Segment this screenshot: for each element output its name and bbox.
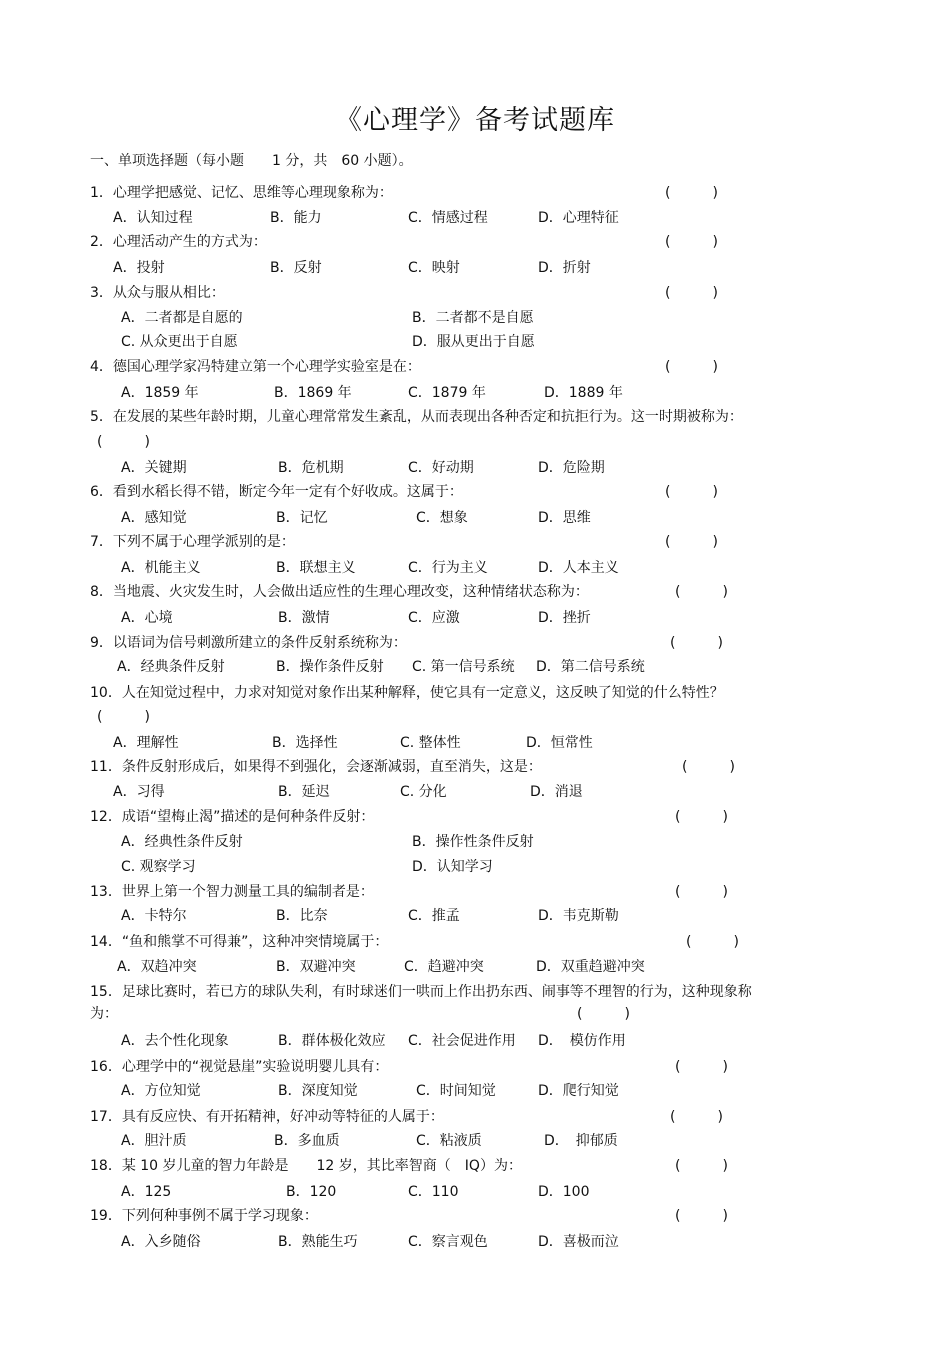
answer-option: B．操作条件反射	[276, 659, 384, 675]
question-stem: 10．人在知觉过程中，力求对知觉对象作出某种解释，使它具有一定意义，这反映了知觉的什么特性？	[90, 685, 724, 701]
answer-option: B．1869 年	[274, 385, 352, 401]
question-stem: 2．心理活动产生的方式为：	[90, 234, 267, 250]
question-stem: 12．成语“望梅止渴”描述的是何种条件反射：	[90, 809, 375, 825]
question-stem: 16．心理学中的“视觉悬崖”实验说明婴儿具有：	[90, 1059, 389, 1075]
answer-option: B．多血质	[274, 1133, 340, 1149]
answer-option: B．双避冲突	[276, 959, 356, 975]
answer-blank: ( )	[97, 434, 150, 450]
answer-option: D． 抑郁质	[544, 1133, 618, 1149]
question-stem: 14．“鱼和熊掌不可得兼”，这种冲突情境属于：	[90, 934, 389, 950]
answer-option: A．习得	[113, 784, 165, 800]
section-heading: 一、单项选择题（每小题 1 分，共 60 小题）。	[90, 153, 413, 169]
question-stem: 5．在发展的某些年龄时期，儿童心理常常发生紊乱，从而表现出各种否定和抗拒行为。这一时期被称为：	[90, 409, 743, 425]
answer-option: C．1879 年	[408, 385, 486, 401]
answer-option: D．爬行知觉	[538, 1083, 619, 1099]
answer-blank: ( )	[665, 185, 718, 201]
answer-option: D．人本主义	[538, 560, 619, 576]
answer-option: A．经典条件反射	[117, 659, 225, 675]
answer-blank: ( )	[675, 809, 728, 825]
answer-option: B．比奈	[276, 908, 328, 924]
answer-blank: ( )	[686, 934, 739, 950]
answer-option: C．想象	[416, 510, 468, 526]
answer-option: D．韦克斯勒	[538, 908, 619, 924]
answer-option: D．危险期	[538, 460, 605, 476]
answer-option: A．胆汁质	[121, 1133, 187, 1149]
answer-option: A．125	[121, 1184, 172, 1200]
answer-blank: ( )	[665, 534, 718, 550]
page-title: 《心理学》备考试题库	[335, 105, 615, 136]
answer-blank: ( )	[675, 1158, 728, 1174]
answer-option: D．喜极而泣	[538, 1234, 619, 1250]
answer-option: A．入乡随俗	[121, 1234, 201, 1250]
answer-option: B．熟能生巧	[278, 1234, 358, 1250]
answer-option: B．延迟	[278, 784, 330, 800]
answer-option: C. 分化	[400, 784, 447, 800]
answer-option: A．方位知觉	[121, 1083, 201, 1099]
answer-option: B．危机期	[278, 460, 344, 476]
answer-blank: ( )	[665, 484, 718, 500]
answer-option: C. 从众更出于自愿	[121, 334, 238, 350]
answer-option: C．行为主义	[408, 560, 488, 576]
answer-option: D．认知学习	[412, 859, 493, 875]
answer-blank: ( )	[682, 759, 735, 775]
answer-blank: ( )	[577, 1006, 630, 1022]
answer-option: D．100	[538, 1184, 590, 1200]
answer-option: A．1859 年	[121, 385, 199, 401]
answer-option: D．心理特征	[538, 210, 619, 226]
question-stem: 7．下列不属于心理学派别的是：	[90, 534, 295, 550]
question-stem-continued: 为：	[90, 1006, 118, 1022]
answer-option: D．第二信号系统	[536, 659, 645, 675]
answer-option: C．时间知觉	[416, 1083, 496, 1099]
answer-option: B．二者都不是自愿	[412, 310, 534, 326]
answer-option: D．双重趋避冲突	[536, 959, 645, 975]
answer-blank: ( )	[97, 709, 150, 725]
answer-option: A．投射	[113, 260, 165, 276]
answer-option: D．思维	[538, 510, 591, 526]
answer-option: B．深度知觉	[278, 1083, 358, 1099]
answer-option: D．服从更出于自愿	[412, 334, 535, 350]
answer-option: D．1889 年	[544, 385, 623, 401]
answer-blank: ( )	[670, 635, 723, 651]
answer-option: C．趋避冲突	[404, 959, 484, 975]
answer-blank: ( )	[670, 1109, 723, 1125]
answer-option: B．记忆	[276, 510, 328, 526]
question-stem: 18．某 10 岁儿童的智力年龄是 12 岁，其比率智商（ IQ）为：	[90, 1158, 522, 1174]
question-stem: 19．下列何种事例不属于学习现象：	[90, 1208, 318, 1224]
answer-option: B．反射	[270, 260, 322, 276]
answer-option: D．恒常性	[526, 735, 593, 751]
answer-option: A．心境	[121, 610, 173, 626]
answer-option: C．映射	[408, 260, 460, 276]
question-stem: 9．以语词为信号刺激所建立的条件反射系统称为：	[90, 635, 407, 651]
answer-option: B．能力	[270, 210, 322, 226]
question-stem: 1．心理学把感觉、记忆、思维等心理现象称为：	[90, 185, 393, 201]
answer-option: B．激情	[278, 610, 330, 626]
answer-option: B．120	[286, 1184, 337, 1200]
answer-blank: ( )	[675, 584, 728, 600]
answer-option: C. 整体性	[400, 735, 461, 751]
question-stem: 4．德国心理学家冯特建立第一个心理学实验室是在：	[90, 359, 421, 375]
answer-option: A．卡特尔	[121, 908, 187, 924]
question-stem: 6．看到水稻长得不错，断定今年一定有个好收成。这属于：	[90, 484, 463, 500]
answer-option: B．联想主义	[276, 560, 356, 576]
answer-option: D．挫折	[538, 610, 591, 626]
answer-option: A．双趋冲突	[117, 959, 197, 975]
answer-option: B．操作性条件反射	[412, 834, 534, 850]
answer-blank: ( )	[665, 359, 718, 375]
answer-option: A．机能主义	[121, 560, 201, 576]
answer-option: C．社会促进作用	[408, 1033, 516, 1049]
question-stem: 11．条件反射形成后，如果得不到强化，会逐渐减弱，直至消失，这是：	[90, 759, 542, 775]
answer-blank: ( )	[675, 1059, 728, 1075]
answer-option: C．好动期	[408, 460, 474, 476]
answer-option: A．关键期	[121, 460, 187, 476]
question-stem: 3．从众与服从相比：	[90, 285, 225, 301]
answer-option: A．认知过程	[113, 210, 193, 226]
answer-option: B．选择性	[272, 735, 338, 751]
question-stem: 8．当地震、火灾发生时，人会做出适应性的生理心理改变，这种情绪状态称为：	[90, 584, 589, 600]
question-stem: 17．具有反应快、有开拓精神，好冲动等特征的人属于：	[90, 1109, 444, 1125]
answer-option: D．折射	[538, 260, 591, 276]
answer-option: C．情感过程	[408, 210, 488, 226]
answer-option: A．经典性条件反射	[121, 834, 243, 850]
answer-blank: ( )	[675, 884, 728, 900]
answer-option: D． 模仿作用	[538, 1033, 626, 1049]
answer-option: C．应激	[408, 610, 460, 626]
answer-option: C．粘液质	[416, 1133, 482, 1149]
answer-option: C. 观察学习	[121, 859, 196, 875]
answer-option: D．消退	[530, 784, 583, 800]
answer-option: B．群体极化效应	[278, 1033, 386, 1049]
answer-option: C．察言观色	[408, 1234, 488, 1250]
answer-option: A．二者都是自愿的	[121, 310, 243, 326]
answer-blank: ( )	[665, 285, 718, 301]
question-stem: 13．世界上第一个智力测量工具的编制者是：	[90, 884, 374, 900]
question-stem: 15．足球比赛时，若已方的球队失利，有时球迷们一哄而上作出扔东西、闹事等不理智的行为，这种现象称	[90, 984, 752, 1000]
answer-option: C．推孟	[408, 908, 460, 924]
answer-option: A．理解性	[113, 735, 179, 751]
answer-option: C．110	[408, 1184, 459, 1200]
answer-blank: ( )	[665, 234, 718, 250]
answer-option: C. 第一信号系统	[412, 659, 515, 675]
answer-option: A．去个性化现象	[121, 1033, 229, 1049]
answer-blank: ( )	[675, 1208, 728, 1224]
answer-option: A．感知觉	[121, 510, 187, 526]
